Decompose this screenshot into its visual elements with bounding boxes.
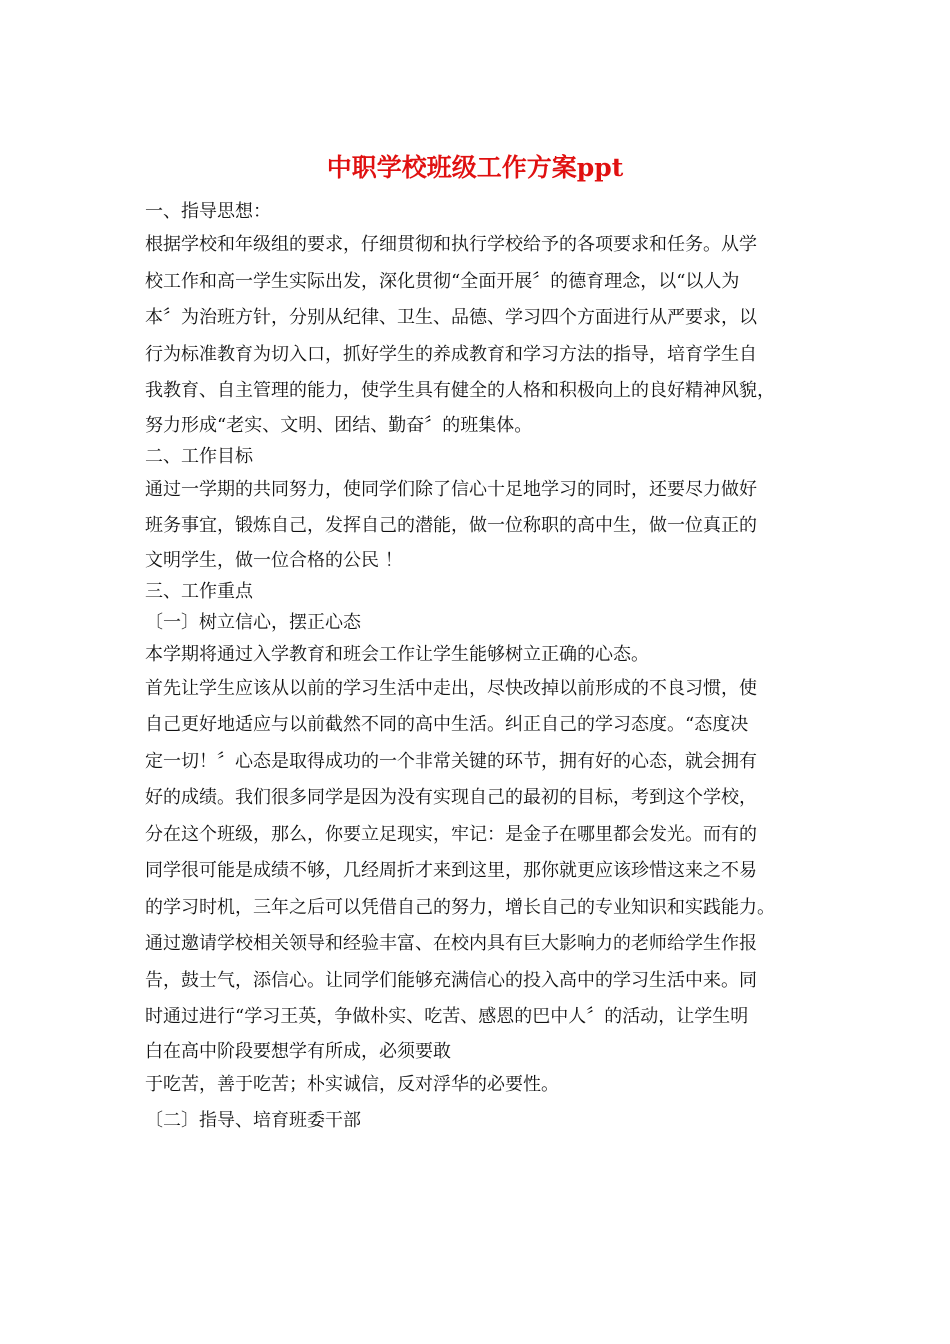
paragraph-line: 告，鼓士气，添信心。让同学们能够充满信心的投入高中的学习生活中来。同 xyxy=(145,969,757,991)
paragraph-line: 本〞为治班方针，分别从纪律、卫生、品德、学习四个方面进行从严要求，以 xyxy=(145,307,757,328)
document-title: 中职学校班级工作方案ppt xyxy=(326,153,624,182)
paragraph-line: 的学习时机，三年之后可以凭借自己的努力，增长自己的专业知识和实践能力。 xyxy=(145,896,775,918)
paragraph-line: 定一切！〞心态是取得成功的一个非常关键的环节，拥有好的心态，就会拥有 xyxy=(145,750,757,772)
paragraph-line: 自己更好地适应与以前截然不同的高中生活。纠正自己的学习态度。“态度决 xyxy=(145,714,749,735)
section-heading: 一、指导思想： xyxy=(145,201,271,222)
paragraph-line: 行为标准教育为切入口，抓好学生的养成教育和学习方法的指导，培育学生自 xyxy=(145,343,757,365)
paragraph-line: 我教育、自主管理的能力，使学生具有健全的人格和积极向上的良好精神风貌， xyxy=(145,380,775,401)
subsection-heading: 〔二〕指导、培育班委干部 xyxy=(145,1110,361,1131)
paragraph-line: 同学很可能是成绩不够，几经周折才来到这里，那你就更应该珍惜这来之不易 xyxy=(145,860,757,881)
paragraph-line: 好的成绩。我们很多同学是因为没有实现自己的最初的目标，考到这个学校， xyxy=(145,787,757,808)
paragraph-line: 努力形成“老实、文明、团结、勤奋〞的班集体。 xyxy=(145,414,533,436)
paragraph-line: 文明学生，做一位合格的公民 ！ xyxy=(145,549,403,571)
section-heading: 三、工作重点 xyxy=(145,580,253,602)
subsection-heading: 〔一〕树立信心，摆正心态 xyxy=(145,611,361,633)
paragraph-line: 通过一学期的共同努力，使同学们除了信心十足地学习的同时，还要尽力做好 xyxy=(145,478,757,500)
paragraph-line: 白在高中阶段要想学有所成，必须要敢 xyxy=(145,1040,451,1062)
paragraph-line: 校工作和高一学生实际出发，深化贯彻“全面开展〞的德育理念，以“以人为 xyxy=(145,270,740,292)
paragraph-line: 时通过进行“学习王英，争做朴实、吃苦、感恩的巴中人〞的活动，让学生明 xyxy=(145,1006,749,1027)
paragraph-line: 本学期将通过入学教育和班会工作让学生能够树立正确的心态。 xyxy=(145,643,649,665)
paragraph-line: 根据学校和年级组的要求，仔细贯彻和执行学校给予的各项要求和任务。从学 xyxy=(145,234,757,255)
paragraph-line: 分在这个班级，那么，你要立足现实，牢记：是金子在哪里都会发光。而有的 xyxy=(145,823,757,845)
paragraph-line: 于吃苦，善于吃苦；朴实诚信，反对浮华的必要性。 xyxy=(145,1073,559,1095)
paragraph-line: 通过邀请学校相关领导和经验丰富、在校内具有巨大影响力的老师给学生作报 xyxy=(145,933,757,954)
section-heading: 二、工作目标 xyxy=(145,445,253,467)
paragraph-line: 首先让学生应该从以前的学习生活中走出，尽快改掉以前形成的不良习惯，使 xyxy=(145,677,757,699)
paragraph-line: 班务事宜，锻炼自己，发挥自己的潜能，做一位称职的高中生，做一位真正的 xyxy=(145,515,757,536)
document-body xyxy=(145,196,810,1140)
